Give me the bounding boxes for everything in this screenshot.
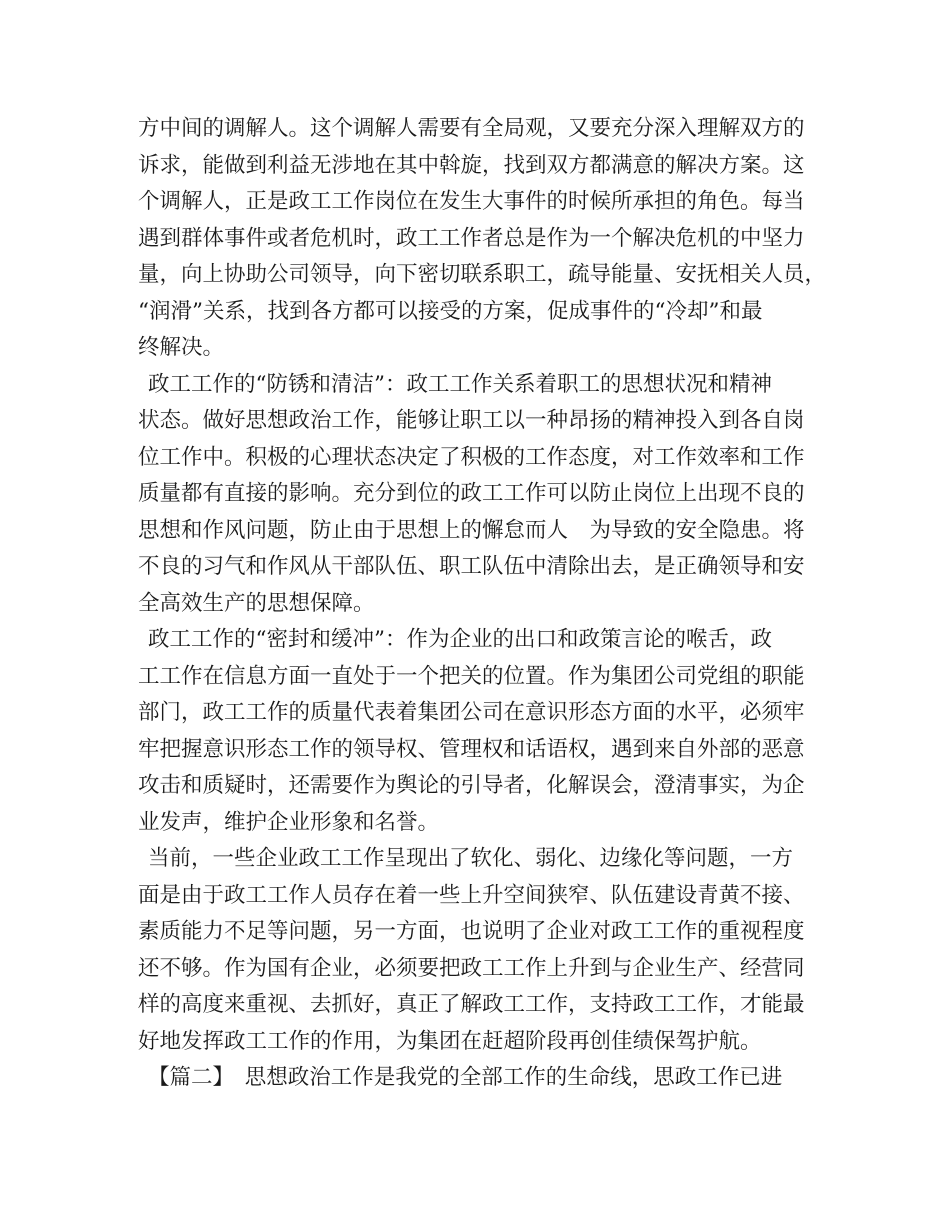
text-line: 诉求，能做到利益无涉地在其中斡旋，找到双方都满意的解决方案。这 bbox=[138, 152, 805, 178]
text-line: 不良的习气和作风从干部队伍、职工队伍中清除出去，是正确领导和安 bbox=[138, 554, 805, 579]
text-line: 攻击和质疑时，还需要作为舆论的引导者，化解误会，澄清事实，为企 bbox=[138, 773, 805, 798]
text-line: 个调解人，正是政工工作岗位在发生大事件的时候所承担的角色。每当 bbox=[138, 189, 805, 214]
text-line: 质量都有直接的影响。充分到位的政工工作可以防止岗位上出现不良的 bbox=[138, 481, 805, 506]
text-line: 全高效生产的思想保障。 bbox=[138, 590, 375, 616]
text-line: 位工作中。积极的心理状态决定了积极的工作态度，对工作效率和工作 bbox=[138, 444, 805, 470]
text-line: 业发声，维护企业形象和名誉。 bbox=[138, 809, 440, 835]
body-text bbox=[138, 111, 827, 1097]
text-line: 还不够。作为国有企业，必须要把政工工作上升到与企业生产、经营同 bbox=[138, 955, 805, 981]
paragraph-start-line: 当前，一些企业政工工作呈现出了软化、弱化、边缘化等问题，一方 bbox=[148, 846, 794, 871]
text-line: 思想和作风问题，防止由于思想上的懈怠而人 为导致的安全隐患。将 bbox=[138, 517, 805, 543]
text-line: 方中间的调解人。这个调解人需要有全局观，又要充分深入理解双方的 bbox=[138, 116, 805, 141]
paragraph-start-line: 政工工作的“防锈和清洁”：政工工作关系着职工的思想状况和精神 bbox=[148, 371, 772, 397]
text-line: 好地发挥政工工作的作用，为集团在赶超阶段再创佳绩保驾护航。 bbox=[138, 1028, 762, 1054]
text-line: 遇到群体事件或者危机时，政工工作者总是作为一个解决危机的中坚力 bbox=[138, 225, 805, 251]
text-line: 部门，政工工作的质量代表着集团公司在意识形态方面的水平，必须牢 bbox=[138, 700, 805, 725]
text-line: 工工作在信息方面一直处于一个把关的位置。作为集团公司党组的职能 bbox=[138, 663, 805, 689]
text-line: 量，向上协助公司领导，向下密切联系职工，疏导能量、安抚相关人员， bbox=[138, 262, 827, 287]
text-line: 状态。做好思想政治工作，能够让职工以一种昂扬的精神投入到各自岗 bbox=[138, 408, 805, 433]
text-line: “润滑”关系，找到各方都可以接受的方案，促成事件的“冷却”和最 bbox=[138, 298, 763, 324]
text-line: 面是由于政工工作人员存在着一些上升空间狭窄、队伍建设青黄不接、 bbox=[138, 882, 805, 908]
text-line: 终解决。 bbox=[138, 335, 225, 360]
section-heading-line: 【篇二】 思想政治工作是我党的全部工作的生命线，思政工作已进 bbox=[148, 1065, 783, 1090]
text-line: 牢把握意识形态工作的领导权、管理权和话语权，遇到来自外部的恶意 bbox=[138, 736, 805, 762]
text-line: 素质能力不足等问题，另一方面，也说明了企业对政工工作的重视程度 bbox=[138, 919, 805, 944]
paragraph-start-line: 政工工作的“密封和缓冲”：作为企业的出口和政策言论的喉舌，政 bbox=[148, 627, 772, 652]
text-line: 样的高度来重视、去抓好，真正了解政工工作，支持政工工作，才能最 bbox=[138, 992, 805, 1017]
